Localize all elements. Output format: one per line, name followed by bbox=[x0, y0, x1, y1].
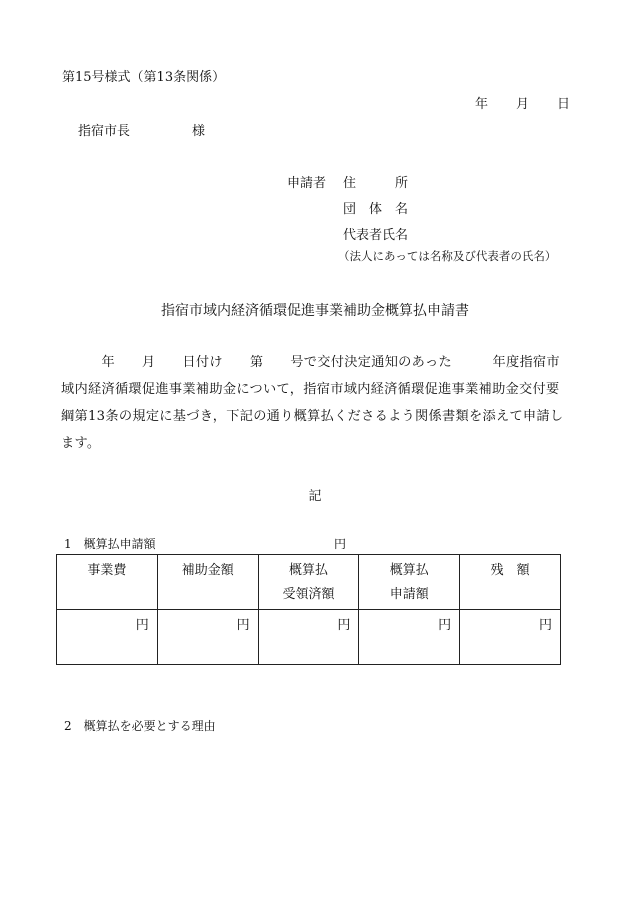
header-cell-balance: 残 額 bbox=[460, 555, 561, 610]
table-header-row bbox=[57, 555, 561, 610]
header-cell-subsidy: 補助金額 bbox=[157, 555, 258, 610]
addressee bbox=[78, 120, 205, 139]
body-paragraph: 年 月 日付け 第 号で交付決定通知のあった 年度指宿市域内経済循環促進事業補助金について，指宿市域内経済循環促進事業補助金交付要綱第13条の規定に基づき，下記の通り概算払くださるよう関係書類を添えて申請します。 bbox=[61, 355, 564, 451]
applicant-address-label: 住 所 bbox=[343, 176, 409, 191]
applicant-org-label: 団 体 名 bbox=[343, 202, 409, 217]
addressee-honorific: 様 bbox=[192, 124, 206, 139]
value-cell-requested[interactable]: 円 bbox=[359, 610, 460, 665]
header-cell-requested: 概算払 申請額 bbox=[359, 555, 460, 610]
section-1-heading bbox=[64, 535, 347, 552]
value-cell-subsidy[interactable]: 円 bbox=[157, 610, 258, 665]
addressee-name: 指宿市長 bbox=[78, 124, 131, 139]
header-cell-received: 概算払 受領済額 bbox=[258, 555, 359, 610]
header-cell-project-cost: 事業費 bbox=[57, 555, 158, 610]
date-line bbox=[475, 93, 570, 112]
value-cell-project-cost[interactable]: 円 bbox=[57, 610, 158, 665]
date-year: 年 bbox=[474, 97, 488, 112]
date-day: 日 bbox=[556, 97, 570, 112]
ki-heading: 記 bbox=[308, 489, 322, 504]
applicant-label: 申請者 bbox=[287, 176, 327, 191]
amount-table bbox=[56, 554, 561, 665]
applicant-note: （法人にあっては名称及び代表者の氏名） bbox=[338, 249, 557, 263]
applicant-rep-label: 代表者氏名 bbox=[343, 228, 409, 243]
section-2-heading: 2 概算払を必要とする理由 bbox=[64, 719, 216, 733]
value-cell-received[interactable]: 円 bbox=[258, 610, 359, 665]
value-cell-balance[interactable]: 円 bbox=[460, 610, 561, 665]
table-value-row bbox=[57, 610, 561, 665]
section-1-label: 1 概算払申請額 bbox=[64, 537, 156, 551]
document-title: 指宿市域内経済循環促進事業補助金概算払申請書 bbox=[161, 303, 469, 319]
section-1-unit: 円 bbox=[334, 537, 347, 551]
form-number: 第15号様式（第13条関係） bbox=[62, 70, 226, 85]
date-month: 月 bbox=[515, 97, 529, 112]
